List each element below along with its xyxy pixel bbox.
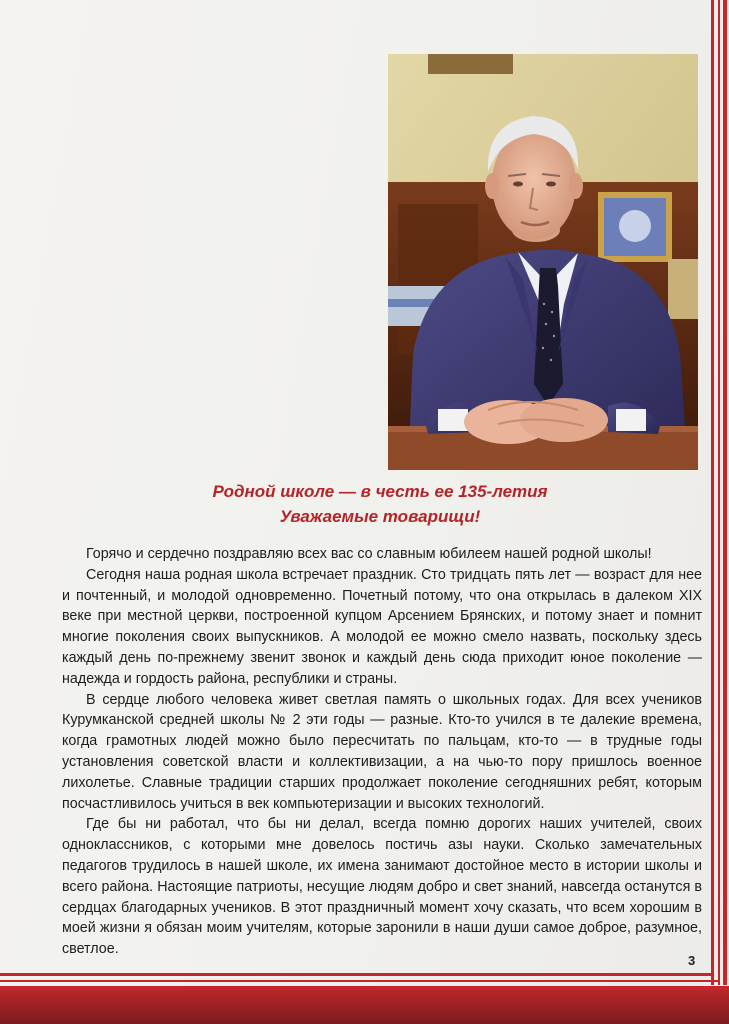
article-greeting: Уважаемые товарищи!: [279, 507, 481, 526]
portrait-illustration: [388, 54, 698, 470]
border-rule: [711, 0, 714, 985]
portrait-photo: [388, 54, 698, 470]
article-title: Родной школе — в честь ее 135-летия: [212, 482, 548, 501]
article-paragraph: Где бы ни работал, что бы ни делал, всегда помню дорогих наших учителей, своих одноклассников, с которыми мне довелось постичь азы науки. Сколько замечательных педагогов трудилось в нашей школе, их имена занимают достойное место в истории школы и всего района. Настоящие патриоты, несущие людям добро и свет знаний, навсегда останутся в сердцах благодарных учеников. В этот праздничный момент хочу сказать, что всем хорошим в моей жизни я обязан моим учителям, которые заронили в наши души самое доброе, разумное, светлое.: [62, 816, 702, 958]
border-rule: [723, 0, 727, 985]
bottom-band: [0, 990, 729, 1024]
article-body: [62, 544, 702, 960]
article-paragraph: В сердце любого человека живет светлая память о школьных годах. Для всех учеников Курумканской средней школы № 2 эти годы — разные. Кто-то учился в те далекие времена, когда грамотных людей можно было пересчитать по пальцам, кто-то — в трудные годы установления советской власти и коллективизации, а на чью-то пору пришлось военное лихолетье. Славные традиции старших продолжает поколение сегодняшних ребят, которым посчастливилось учиться в век компьютеризации и высоких технологий.: [62, 691, 702, 812]
border-rule: [0, 973, 712, 976]
border-rule: [718, 0, 720, 985]
article-paragraph: Горячо и сердечно поздравляю всех вас со славным юбилеем нашей родной школы!: [86, 546, 652, 562]
article-paragraph: Сегодня наша родная школа встречает праздник. Сто тридцать пять лет — возраст для нее и почтенный, и молодой одновременно. Почетный потому, что она открылась в далеком XIX веке при местной церкви, построенной купцом Арсением Брянских, и потому знает и помнит многие поколения своих выпускников. А молодой ее можно смело назвать, поскольку здесь каждый день по-прежнему звенит звонок и каждый день сюда приходит юное поколение — надежда и гордость района, республики и страны.: [62, 566, 702, 687]
border-rule: [0, 980, 718, 982]
page-number: 3: [688, 953, 696, 968]
